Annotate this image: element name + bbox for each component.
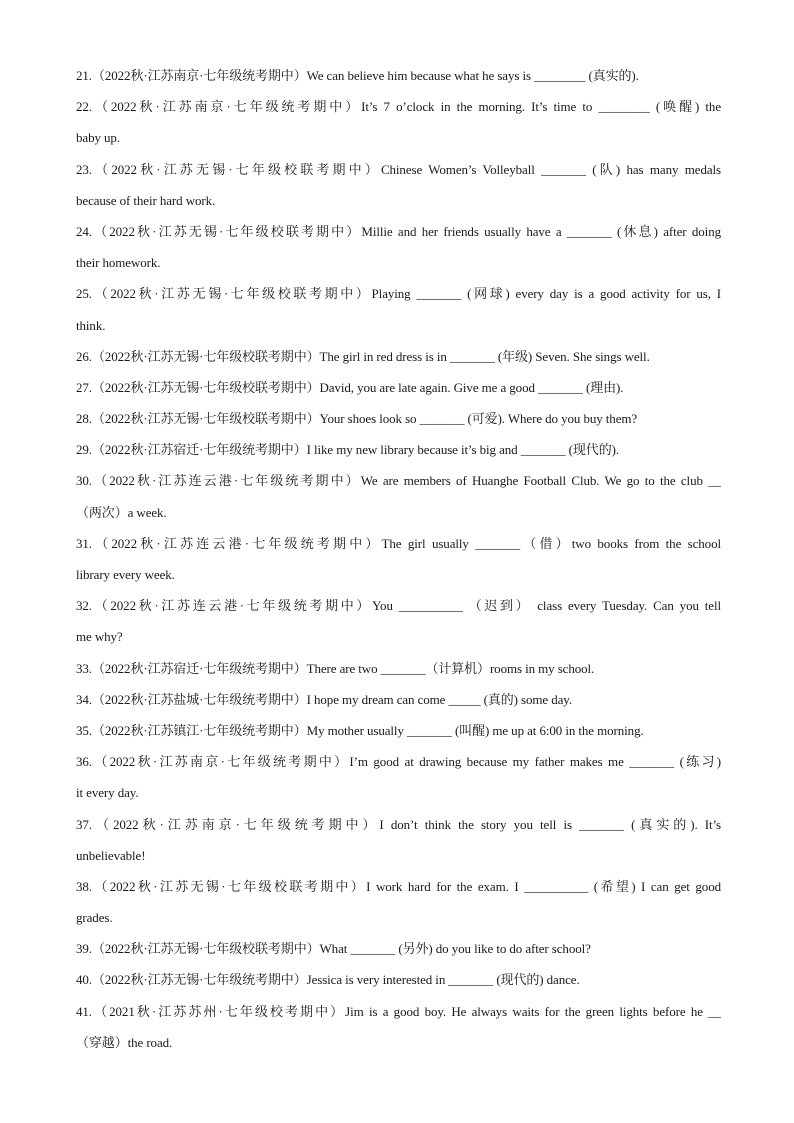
question-21 xyxy=(76,64,721,95)
question-35 xyxy=(76,719,721,750)
question-text: 22.（2022秋·江苏南京·七年级统考期中）It’s 7 o’clock in the morning. It’s time to ________ (唤醒) the xyxy=(76,99,721,115)
question-38 xyxy=(76,875,721,937)
question-text-continued: grades. xyxy=(76,910,113,926)
question-33 xyxy=(76,657,721,688)
question-text-continued: library every week. xyxy=(76,567,175,582)
question-text: 37.（2022秋·江苏南京·七年级统考期中）I don’t think the story you tell is _______ (真实的). It’s xyxy=(76,816,721,832)
question-text: 27.（2022秋·江苏无锡·七年级校联考期中）David, you are late again. Give me a good _______ (理由). xyxy=(76,379,624,395)
question-36 xyxy=(76,750,721,812)
question-32 xyxy=(76,594,721,656)
question-41 xyxy=(76,1000,721,1062)
question-text: 41.（2021秋·江苏苏州·七年级校考期中）Jim is a good boy. He always waits for the green lights before he __ xyxy=(76,1003,721,1019)
question-27 xyxy=(76,376,721,407)
question-text: 21.（2022秋·江苏南京·七年级统考期中）We can believe him because what he says is ________ (真实的). xyxy=(76,68,639,83)
question-39 xyxy=(76,937,721,968)
question-text: 30.（2022秋·江苏连云港·七年级统考期中）We are members of Huanghe Football Club. We go to the club __ xyxy=(76,473,721,489)
question-26 xyxy=(76,345,721,376)
question-text-continued: their homework. xyxy=(76,255,161,271)
question-text: 24.（2022秋·江苏无锡·七年级校联考期中）Millie and her friends usually have a _______ (休息) after doing xyxy=(76,223,721,239)
question-text-continued: unbelievable! xyxy=(76,847,146,863)
question-text: 40.（2022秋·江苏无锡·七年级统考期中）Jessica is very interested in _______ (现代的) dance. xyxy=(76,972,580,988)
question-24 xyxy=(76,220,721,282)
question-text: 25.（2022秋·江苏无锡·七年级校联考期中）Playing _______ (网球) every day is a good activity for us, I xyxy=(76,286,721,302)
question-30 xyxy=(76,469,721,531)
question-text-continued: me why? xyxy=(76,629,123,645)
question-text: 28.（2022秋·江苏无锡·七年级校联考期中）Your shoes look so _______ (可爱). Where do you buy them? xyxy=(76,411,638,427)
question-22 xyxy=(76,95,721,157)
question-text: 23.（2022秋·江苏无锡·七年级校联考期中）Chinese Women’s Volleyball _______ (队) has many medals xyxy=(76,161,721,177)
question-40 xyxy=(76,968,721,999)
question-text-continued: （两次）a week. xyxy=(76,504,167,520)
question-23 xyxy=(76,158,721,220)
question-29 xyxy=(76,438,721,469)
question-text: 35.（2022秋·江苏镇江·七年级统考期中）My mother usually _______ (叫醒) me up at 6:00 in the morning. xyxy=(76,722,644,738)
question-text: 38.（2022秋·江苏无锡·七年级校联考期中）I work hard for the exam. I __________ (希望) I can get good xyxy=(76,878,721,894)
question-list xyxy=(76,64,721,1062)
question-text: 31.（2022秋·江苏连云港·七年级统考期中）The girl usually _______（借）two books from the school xyxy=(76,535,721,551)
question-text-continued: （穿越）the road. xyxy=(76,1034,173,1050)
question-31 xyxy=(76,532,721,594)
question-28 xyxy=(76,407,721,438)
question-text: 36.（2022秋·江苏南京·七年级统考期中）I’m good at drawing because my father makes me _______ (练习) xyxy=(76,754,721,770)
question-34 xyxy=(76,688,721,719)
question-text-continued: think. xyxy=(76,317,106,333)
question-text: 33.（2022秋·江苏宿迁·七年级统考期中）There are two _______（计算机）rooms in my school. xyxy=(76,660,595,676)
question-text: 29.（2022秋·江苏宿迁·七年级统考期中）I like my new library because it’s big and _______ (现代的). xyxy=(76,442,619,458)
question-text: 26.（2022秋·江苏无锡·七年级校联考期中）The girl in red dress is in _______ (年级) Seven. She sings well. xyxy=(76,348,650,364)
question-text-continued: baby up. xyxy=(76,130,120,146)
question-text-continued: because of their hard work. xyxy=(76,192,216,208)
question-25 xyxy=(76,282,721,344)
question-37 xyxy=(76,813,721,875)
question-text-continued: it every day. xyxy=(76,785,139,801)
question-text: 32.（2022秋·江苏连云港·七年级统考期中）You __________ （迟到） class every Tuesday. Can you tell xyxy=(76,598,721,614)
question-text: 39.（2022秋·江苏无锡·七年级校联考期中）What _______ (另外) do you like to do after school? xyxy=(76,941,591,957)
question-text: 34.（2022秋·江苏盐城·七年级统考期中）I hope my dream can come _____ (真的) some day. xyxy=(76,691,573,707)
